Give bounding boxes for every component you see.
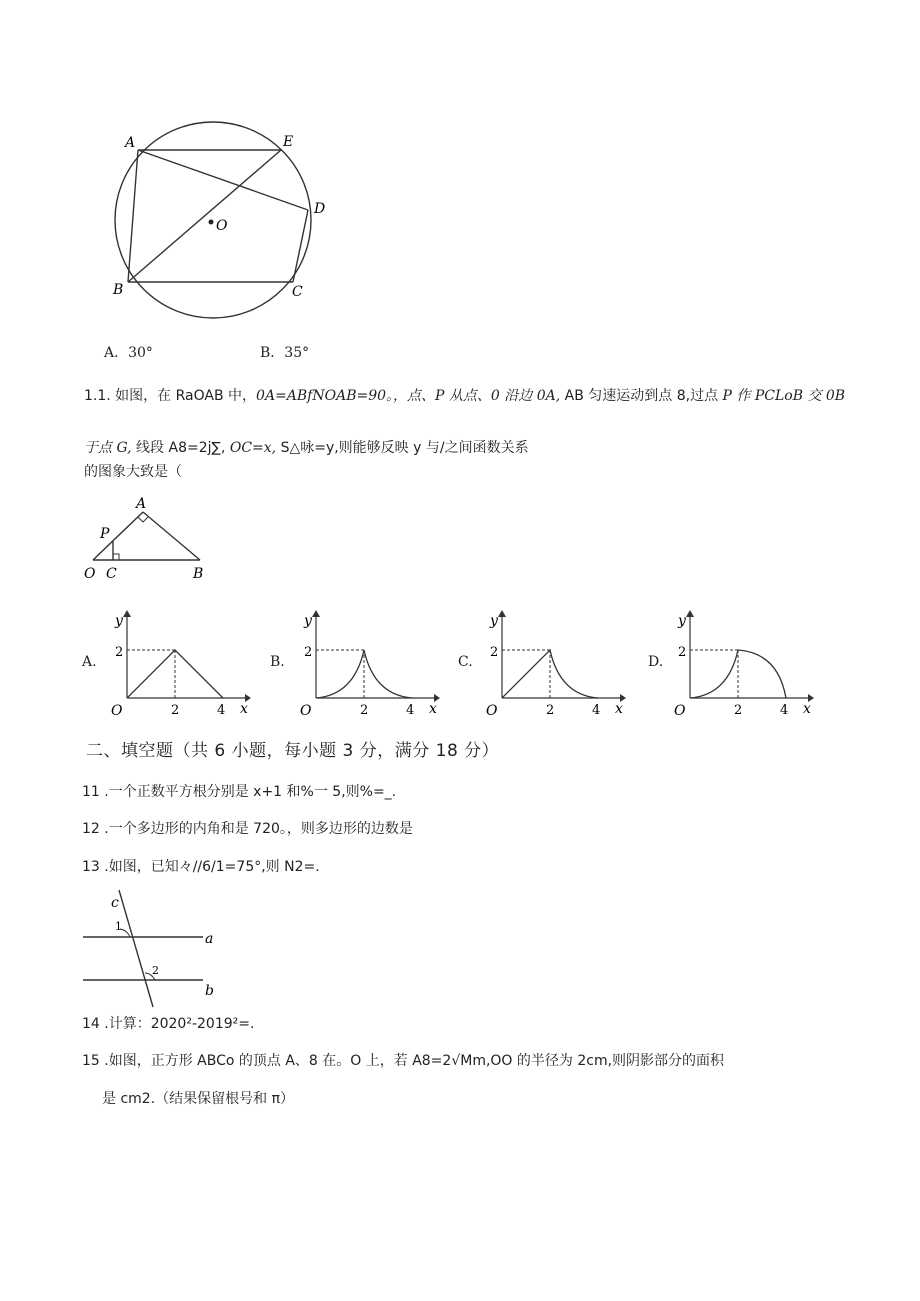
q11-line3: 的图象大致是（: [84, 464, 182, 480]
graph-option-a: A.: [82, 654, 97, 670]
label-d: D: [314, 201, 326, 217]
graph-b: [294, 603, 444, 723]
question-13: 13 .如图，已知々//6/1=75°,则 N2=.: [82, 859, 320, 875]
origin-o: O: [486, 703, 498, 719]
origin-o: O: [111, 703, 123, 719]
q11-line1-part-d: P 作 PCLoB 交 0B: [722, 388, 846, 404]
option-a-30: A．30°: [104, 345, 153, 361]
axis-x: x: [429, 701, 437, 717]
y-arrow: [123, 610, 131, 617]
label-c: C: [292, 284, 303, 300]
segment-ab: [143, 512, 200, 560]
y-arrow: [498, 610, 506, 617]
right-angle-a: [138, 517, 148, 522]
label-b: B: [193, 566, 204, 582]
question-15-line1: 15 .如图，正方形 ABCo 的顶点 A、8 在。O 上，若 A8=2√Mm,OO 的半径为 2cm,则阴影部分的面积: [82, 1053, 725, 1069]
label-a: A: [136, 496, 147, 512]
label-1: 1: [115, 920, 122, 933]
graph-option-d: D.: [648, 654, 664, 670]
circle-figure: [95, 110, 355, 330]
tick-x-2: 2: [734, 703, 743, 718]
segment-cd: [293, 210, 308, 282]
axis-y: y: [490, 613, 498, 629]
question-15-line2: 是 cm2.（结果保留根号和 π）: [102, 1091, 295, 1107]
axis-x: x: [615, 701, 623, 717]
tick-x-4: 4: [592, 703, 601, 718]
question-12: 12 .一个多边形的内角和是 720。，则多边形的边数是: [82, 821, 413, 837]
origin-o: O: [300, 703, 312, 719]
center-dot: [209, 220, 214, 225]
tick-y-2: 2: [678, 645, 687, 660]
axis-x: x: [240, 701, 248, 717]
graph-option-b: B.: [270, 654, 285, 670]
q11-line2-part-d: S△咏=y,则能够反映 y 与/之间函数关系: [280, 440, 529, 456]
tick-x-2: 2: [360, 703, 369, 718]
label-2: 2: [152, 964, 159, 977]
tick-x-4: 4: [780, 703, 789, 718]
y-arrow: [312, 610, 320, 617]
line-c: [119, 890, 153, 1007]
label-a: a: [205, 931, 214, 947]
axis-y: y: [304, 613, 312, 629]
question-14: 14 .计算：2020²-2019²=.: [82, 1016, 255, 1032]
segment-ad: [138, 150, 308, 210]
q11-line1: [84, 385, 845, 405]
label-o: O: [216, 218, 228, 234]
graph-d: [668, 603, 818, 723]
segment-be: [128, 150, 281, 282]
q11-line1-part-b: 0A=ABfNOAB=90。，点、P 从点、0 沿边 0A,: [256, 388, 565, 404]
label-b: B: [113, 282, 124, 298]
label-e: E: [283, 134, 294, 150]
axis-y: y: [115, 613, 123, 629]
axis-x: x: [803, 701, 811, 717]
origin-o: O: [674, 703, 686, 719]
option-b-35: B．35°: [260, 345, 310, 361]
label-o: O: [84, 566, 96, 582]
graph-a: [105, 603, 255, 723]
graph-c: [480, 603, 630, 723]
q11-line2-part-b: 线段 A8=2j∑,: [136, 440, 230, 456]
graph-option-c: C.: [458, 654, 473, 670]
label-p: P: [100, 526, 110, 542]
tick-x-2: 2: [171, 703, 180, 718]
right-angle-c: [113, 554, 119, 560]
parallel-lines-figure: [75, 885, 235, 1015]
tick-y-2: 2: [115, 645, 124, 660]
q11-line2: [84, 437, 529, 457]
tick-x-4: 4: [406, 703, 415, 718]
question-11: 11 .一个正数平方根分别是 x+1 和%一 5,则%=_.: [82, 784, 397, 800]
label-a: A: [125, 135, 136, 151]
tick-y-2: 2: [304, 645, 313, 660]
tick-x-4: 4: [217, 703, 226, 718]
label-b: b: [205, 983, 214, 999]
axis-y: y: [678, 613, 686, 629]
tick-y-2: 2: [490, 645, 499, 660]
q11-line1-part-c: AB 匀速运动到点 8,过点: [564, 388, 723, 404]
q11-line1-part-a: 1.1. 如图，在 RaOAB 中，: [84, 388, 257, 404]
label-c: C: [106, 566, 117, 582]
q11-line2-part-a: 于点 G,: [84, 440, 137, 456]
triangle-figure: [80, 494, 220, 584]
tick-x-2: 2: [546, 703, 555, 718]
section-heading: 二、填空题（共 6 小题，每小题 3 分，满分 18 分）: [86, 741, 500, 761]
label-c: c: [111, 895, 119, 911]
circle: [115, 122, 311, 318]
y-arrow: [686, 610, 694, 617]
q11-line2-part-c: OC=x,: [229, 440, 281, 456]
